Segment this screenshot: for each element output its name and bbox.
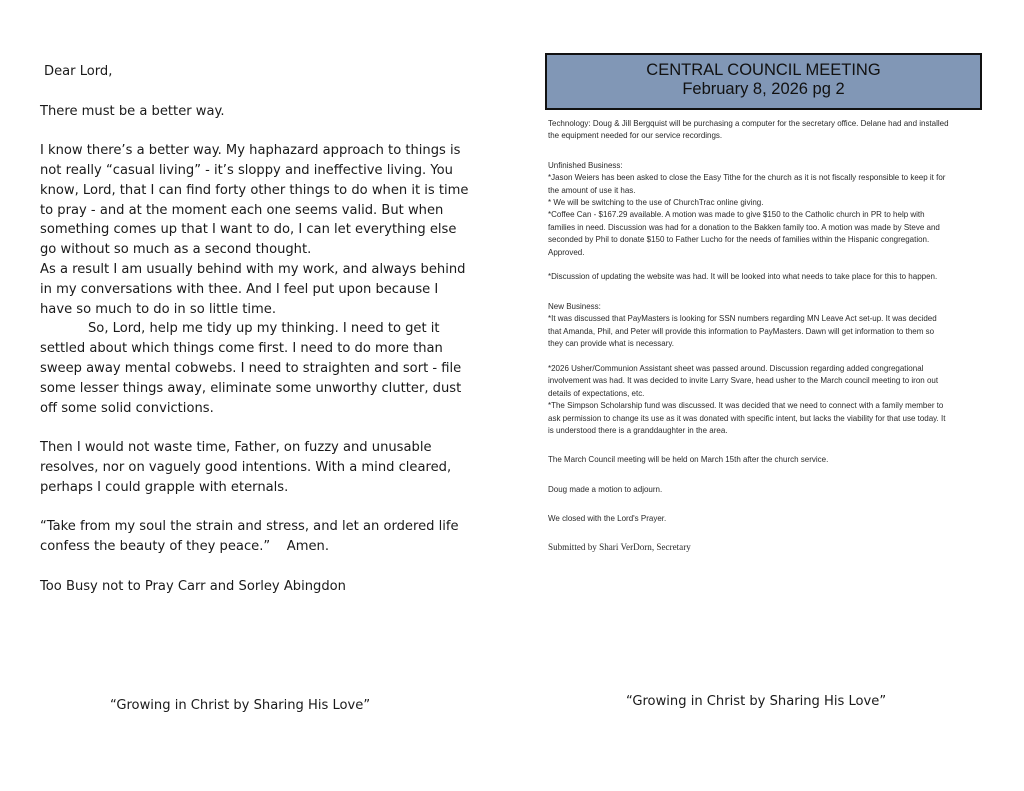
unfinished-business-heading: Unfinished Business: <box>548 159 623 170</box>
new-item-2: *2026 Usher/Communion Assistant sheet was passed around. Discussion regarding added congregational involvement was had. It was decided to invite Larry Svare, head usher to the March council meeting to iron out details of expectations, etc. <box>548 362 939 398</box>
letter-paragraph-4: So, Lord, help me tidy up my thinking. I need to get it settled about which things come first. I need to do more than sweep away mental cobwebs. I need to straighten and sort - file some lesser things away, eliminate some unworthy clutter, dust off some solid convictions. <box>40 321 462 416</box>
letter-paragraph-5: Then I would not waste time, Father, on fuzzy and unusable resolves, nor on vaguely good intentions. With a mind cleared, perhaps I could grapple with eternals. <box>40 440 452 495</box>
meeting-date: February 8, 2026 pg 2 <box>682 80 845 98</box>
letter-attribution: Too Busy not to Pray Carr and Sorley Abingdon <box>40 578 346 594</box>
unfinished-item-2: * We will be switching to the use of ChurchTrac online giving. <box>548 197 764 208</box>
meeting-header-box <box>545 53 982 110</box>
letter-paragraph-1: There must be a better way. <box>40 103 225 119</box>
meeting-minutes <box>548 117 950 554</box>
adjourn-note: Doug made a motion to adjourn. <box>548 483 663 494</box>
submitted-by: Submitted by Shari VerDorn, Secretary <box>548 541 691 553</box>
letter-paragraph-2: I know there’s a better way. My haphazard approach to things is not really “casual living” - it’s sloppy and ineffective living. You know, Lord, that I can find forty other things to do when it is time to pray - and at the moment each one seems valid. But when something comes up that I want to do, I can let everything else go without so much as a second thought. <box>40 143 469 258</box>
left-page-footer: “Growing in Christ by Sharing His Love” <box>110 698 371 713</box>
new-item-3: *The Simpson Scholarship fund was discussed. It was decided that we need to connect with a family member to ask permission to change its use as it was donated with specific intent, but lacks the viability for that use today. It is understood there is a granddaughter in the area. <box>548 400 946 435</box>
march-meeting-note: The March Council meeting will be held on March 15th after the church service. <box>548 454 829 465</box>
right-page-footer: “Growing in Christ by Sharing His Love” <box>626 694 887 709</box>
unfinished-item-3: *Coffee Can - $167.29 available. A motion was made to give $150 to the Catholic church in PR to help with families in need. Discussion was had for a donation to the Bakken family too. A motion was made by Steve and seconded by Phil to donate $150 to Father Lucho for the needs of families within the Hispanic congregation. Approved. <box>548 209 940 257</box>
letter-greeting: Dear Lord, <box>44 64 113 79</box>
new-item-1: *It was discussed that PayMasters is looking for SSN numbers regarding MN Leave Act set-up. It was decided that Amanda, Phil, and Peter will provide this information to PayMasters. Dawn will get information to them so they can provide what is necessary. <box>548 313 937 349</box>
new-business-heading: New Business: <box>548 300 601 311</box>
prayer-note: We closed with the Lord's Prayer. <box>548 513 667 524</box>
unfinished-item-4: *Discussion of updating the website was had. It will be looked into what needs to take place for this to happen. <box>548 271 938 282</box>
unfinished-item-1: *Jason Weiers has been asked to close the Easy Tithe for the church as it is not fiscally responsible to keep it for the amount of use it has. <box>548 172 946 195</box>
minutes-technology: Technology: Doug & Jill Bergquist will be purchasing a computer for the secretary office. Delane had and installed the equipment needed for our service recordings. <box>548 118 949 141</box>
letter-paragraph-3: As a result I am usually behind with my work, and always behind in my conversations with thee. And I feel put upon because I have so much to do in so little time. <box>40 261 466 317</box>
letter-quote: “Take from my soul the strain and stress, and let an ordered life confess the beauty of they peace.” Amen. <box>40 519 463 555</box>
prayer-letter <box>40 62 470 597</box>
meeting-title: CENTRAL COUNCIL MEETING <box>646 61 881 79</box>
